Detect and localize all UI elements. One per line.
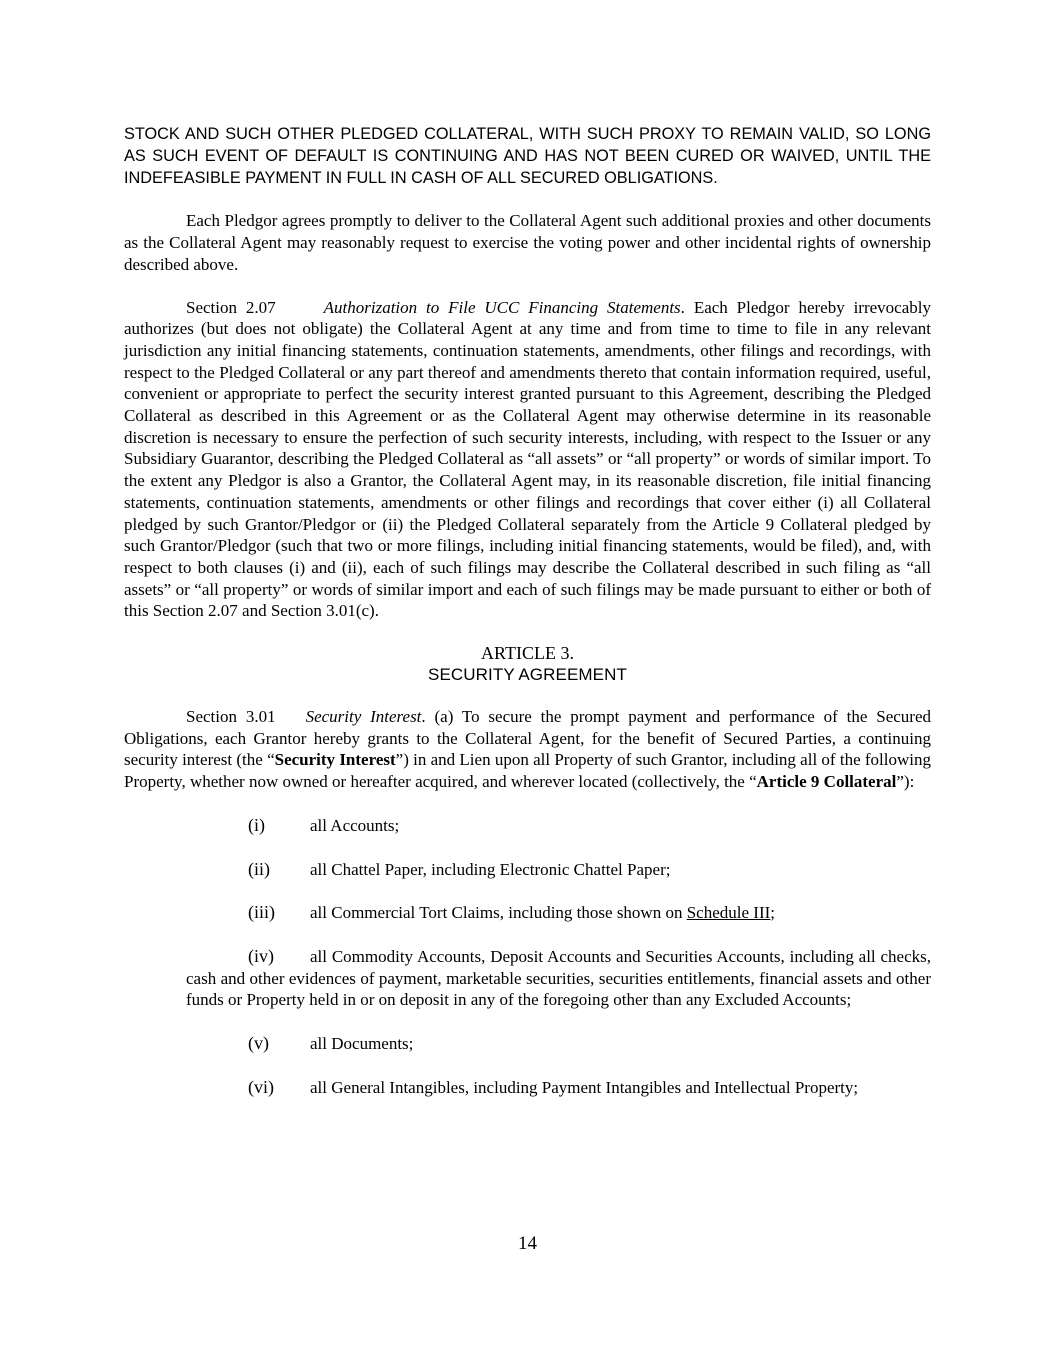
section-number: Section 3.01 <box>186 707 276 727</box>
list-item <box>124 815 931 837</box>
section-2-07: Section 2.07 Authorization to File UCC Financing Statements. Each Pledgor hereby irrevocably authorizes (but does not obligate) the Collateral Agent at any time and from time to time to file in any relevant jurisdiction any initial financing statements, continuation statements, amendments, other filings and recordings, with respect to the Pledged Collateral or any part thereof and amendments thereto that contain information required, useful, convenient or appropriate to perfect the security interest granted pursuant to this Agreement, describing the Pledged Collateral as described in this Agreement or as the Collateral Agent may otherwise determine in its reasonable discretion is necessary to ensure the perfection of such security interests, including, with respect to the Issuer or any Subsidiary Guarantor, describing the Pledged Collateral as “all assets” or “all property” or words of similar import. To the extent any Pledgor is also a Grantor, the Collateral Agent may, in its reasonable discretion, file initial financing statements, continuation statements, amendments or other filings and recordings that cover either (i) all Collateral pledged by such Grantor/Pledgor or (ii) the Pledged Collateral separately from the Article 9 Collateral pledged by such Grantor/Pledgor (such that two or more filings, including initial financing statements, would be filed), and, with respect to both clauses (i) and (ii), each of such filings may describe the Collateral described in such filing as “all assets” or “all property” or words of similar import and each of such filings may be made pursuant to either or both of this Section 2.07 and Section 3.01(c). <box>124 297 931 621</box>
section-body: (a) To secure the prompt payment and performance of the Secured Obligations, each Grantor hereby grants to the Collateral Agent, for the benefit of Secured Parties, a continuing security interest (the “ <box>124 707 932 770</box>
list-item <box>186 946 931 1011</box>
article-subtitle: SECURITY AGREEMENT <box>428 665 627 685</box>
section-body: ”) in and Lien upon all Property of such Grantor, including all of the following Property, whether now owned or hereafter acquired, and wherever located (collectively, the “ <box>124 750 931 792</box>
defined-term: Security Interest <box>274 750 396 770</box>
item-text: all Chattel Paper, including Electronic Chattel Paper; <box>310 859 671 879</box>
section-body: Each Pledgor hereby irrevocably authorizes (but does not obligate) the Collateral Agent at any time and from time to time to file in any relevant jurisdiction any initial financing statements, continuation statements, amendments, other filings and recordings, with respect to the Pledged Collateral or any part thereof and amendments thereto that contain information required, useful, convenient or appropriate to perfect the security interest granted pursuant to this Agreement, describing the Pledged Collateral as described in this Agreement or as the Collateral Agent may otherwise determine in its reasonable discretion is necessary to ensure the perfection of such security interests, including, with respect to the Issuer or any Subsidiary Guarantor, describing the Pledged Collateral as “all assets” or “all property” or words of similar import. To the extent any Pledgor is also a Grantor, the Collateral Agent may, in its reasonable discretion, file initial financing statements, continuation statements, amendments or other filings and recordings that cover either (i) all Collateral pledged by such Grantor/Pledgor or (ii) the Pledged Collateral separately from the Article 9 Collateral pledged by such Grantor/Pledgor (such that two or more filings, including initial financing statements, would be filed), and, with respect to both clauses (i) and (ii), each of such filings may describe the Collateral described in such filing as “all assets” or “all property” or words of similar import and each of such filings may be made pursuant to either or both of this Section 2.07 and Section 3.01(c). <box>124 297 931 621</box>
item-number: (vi) <box>248 1076 274 1097</box>
item-text: all General Intangibles, including Payment Intangibles and Intellectual Property; <box>310 1077 859 1097</box>
list-item <box>124 902 931 924</box>
section-number: Section 2.07 <box>186 297 276 317</box>
caps-paragraph: STOCK AND SUCH OTHER PLEDGED COLLATERAL, WITH SUCH PROXY TO REMAIN VALID, SO LONG AS SUCH EVENT OF DEFAULT IS CONTINUING AND HAS NOT BEEN CURED OR WAIVED, UNTIL THE INDEFEASIBLE PAYMENT IN FULL IN CASH OF ALL SECURED OBLIGATIONS. <box>124 125 931 187</box>
item-text: all Commercial Tort Claims, including those shown on Schedule III; <box>310 903 776 923</box>
document-page <box>124 124 931 1098</box>
list-item <box>124 1033 931 1055</box>
section-body: ”): <box>896 772 915 792</box>
article-title: ARTICLE 3. <box>481 643 574 664</box>
section-title: Security Interest <box>305 707 422 727</box>
schedule-link: Schedule III <box>686 903 771 923</box>
page-number: 14 <box>518 1233 537 1254</box>
item-text: all Documents; <box>310 1034 414 1054</box>
section-title: Authorization to File UCC Financing Statements <box>323 297 681 317</box>
item-number: (iii) <box>248 902 275 923</box>
item-number: (v) <box>248 1033 269 1054</box>
item-number: (i) <box>248 814 265 835</box>
list-item <box>124 859 931 881</box>
item-text: all Commodity Accounts, Deposit Accounts and Securities Accounts, including all checks, cash and other evidences of payment, marketable securities, securities entitlements, financial assets and other funds or Property held in or on deposit in any of the foregoing other than any Excluded Accounts; <box>186 946 931 1010</box>
list-item <box>124 1077 931 1099</box>
pledgor-paragraph: Each Pledgor agrees promptly to deliver to the Collateral Agent such additional proxies and other documents as the Collateral Agent may reasonably request to exercise the voting power and other incidental rights of ownership described above. <box>124 211 931 274</box>
defined-term: Article 9 Collateral <box>756 772 897 792</box>
item-number: (iv) <box>248 945 274 966</box>
item-number: (ii) <box>248 858 270 879</box>
section-3-01: Section 3.01 Security Interest. (a) To secure the prompt payment and performance of the Secured Obligations, each Grantor hereby grants to the Collateral Agent, for the benefit of Secured Parties, a continuing security interest (the “Security Interest”) in and Lien upon all Property of such Grantor, including all of the following Property, whether now owned or hereafter acquired, and wherever located (collectively, the “Article 9 Collateral”): <box>124 707 932 792</box>
item-text: all Accounts; <box>310 815 400 835</box>
